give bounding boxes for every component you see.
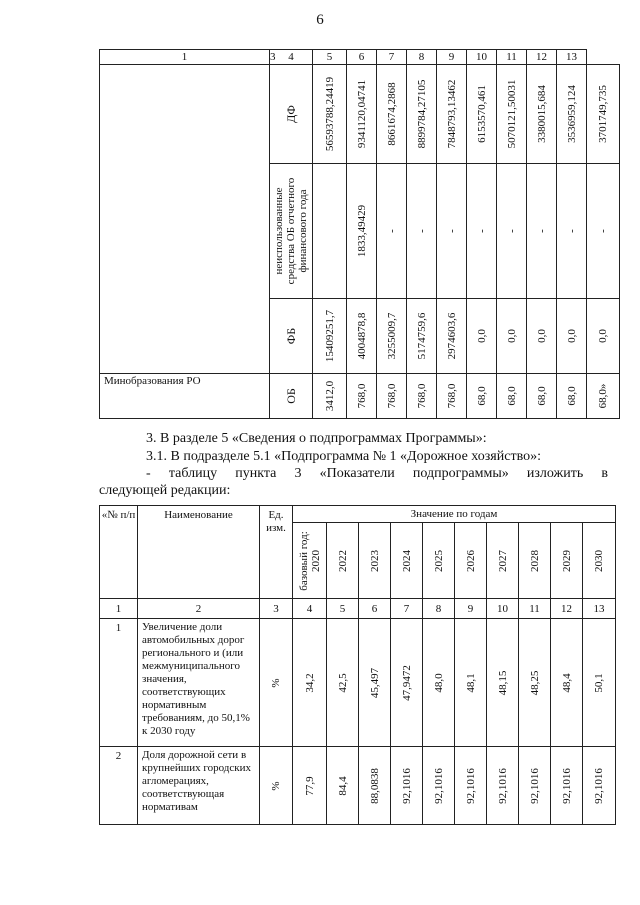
unused-value: -: [415, 229, 428, 233]
row-label-df: ДФ: [270, 65, 313, 164]
indicator-value: 50,1: [593, 672, 605, 693]
ob-value: 768,0: [415, 383, 428, 409]
ob-value: 3412,0: [323, 380, 336, 412]
fb-value: 0,0: [565, 329, 578, 343]
df-value: 8899784,27105: [415, 79, 428, 149]
unused-value: 1833,49429: [355, 204, 368, 258]
ob-value: 768,0: [445, 383, 458, 409]
fb-value: 0,0: [535, 329, 548, 343]
df-value: 3536959,124: [565, 85, 578, 143]
indicator-value: 48,1: [464, 672, 477, 693]
col-num: 10: [487, 599, 519, 619]
row-num: 1: [100, 619, 138, 747]
col-num: 2: [138, 599, 260, 619]
year-header: 2022: [336, 549, 349, 572]
indicator-value: 34,2: [303, 672, 316, 693]
header-cell: 9: [437, 50, 467, 65]
fb-value: 5174759,6: [415, 312, 428, 360]
year-header: 2024: [400, 549, 413, 572]
indicators-table: [99, 505, 616, 825]
unit: %: [270, 677, 282, 688]
year-header: базовый год: 2020: [297, 530, 322, 591]
fb-value: 4004878,8: [355, 312, 368, 360]
ob-value: 68,0: [565, 386, 578, 406]
unused-value: -: [565, 229, 578, 233]
header-cell: 12: [527, 50, 557, 65]
indicator-value: 84,4: [336, 775, 349, 796]
header-cell: 5: [313, 50, 347, 65]
indicator-value: 42,5: [336, 672, 349, 693]
year-header: 2029: [560, 549, 573, 572]
unused-value: -: [445, 229, 458, 233]
indicator-name: Доля дорожной сети в крупнейших городских агломерациях, соответствующая нормативам: [138, 747, 260, 825]
indicator-value: 88,0838: [368, 767, 381, 804]
col-num: 3: [260, 599, 293, 619]
unit: %: [270, 780, 282, 791]
header-cell: 10: [467, 50, 497, 65]
indicator-value: 92,1016: [464, 767, 477, 804]
fb-value: 0,0: [475, 329, 488, 343]
col-num: 11: [519, 599, 551, 619]
indicator-value: 45,497: [368, 667, 381, 698]
col-num: 6: [359, 599, 391, 619]
header-cell: 8: [407, 50, 437, 65]
header-cell: 1: [100, 50, 270, 65]
ob-value: 68,0: [475, 386, 488, 406]
indicator-value: 92,1016: [528, 767, 541, 804]
fb-value: 0,0: [597, 329, 609, 343]
df-value: 6153570,461: [475, 85, 488, 143]
paragraph-line: - таблицу пункта 3 «Показатели подпрограммы» изложить в: [146, 466, 608, 481]
fb-value: 3255009,7: [385, 312, 398, 360]
col-header-num: «№ п/п: [100, 506, 138, 599]
row-label-fb: ФБ: [270, 299, 313, 374]
year-header: 2030: [593, 549, 605, 572]
indicator-name: Увеличение доли автомобильных дорог регионального и (или межмуниципального значения, соответствующих нормативным требованиям, до 50,1% к 2030 году: [138, 619, 260, 747]
col-header-name: Наименование: [138, 506, 260, 599]
indicator-value: 47,9472: [400, 664, 413, 701]
col-header-unit: Ед. изм.: [260, 506, 293, 599]
header-cell: 4: [270, 50, 313, 65]
df-value: 56593788,24419: [323, 76, 336, 152]
col-num: 13: [583, 599, 616, 619]
indicator-value: 92,1016: [496, 767, 509, 804]
indicator-value: 92,1016: [593, 767, 605, 804]
year-header: 2023: [368, 549, 381, 572]
header-cell: 7: [377, 50, 407, 65]
row-label-ob: ОБ: [270, 374, 313, 419]
paragraph-line: следующей редакции:: [99, 483, 231, 498]
ob-value: 68,0: [535, 386, 548, 406]
header-cell: 6: [347, 50, 377, 65]
col-num: 1: [100, 599, 138, 619]
ob-value: 68,0: [505, 386, 518, 406]
indicator-value: 92,1016: [560, 767, 573, 804]
df-value: 3380015,684: [535, 85, 548, 143]
row-label-unused-funds: неиспользованные средства ОБ отчетного финансового года: [270, 164, 313, 299]
indicator-value: 48,4: [560, 672, 573, 693]
indicator-value: 48,15: [496, 670, 509, 695]
indicator-value: 77,9: [303, 775, 316, 796]
funding-table-body: [99, 64, 620, 419]
unused-value: -: [597, 229, 609, 233]
indicator-value: 48,0: [432, 672, 445, 693]
year-header: 2026: [464, 549, 477, 572]
col-num: 5: [327, 599, 359, 619]
fb-value: 15409251,7: [323, 309, 336, 363]
col-num: 9: [455, 599, 487, 619]
indicator-value: 92,1016: [432, 767, 445, 804]
year-header: 2025: [432, 549, 445, 572]
unused-value: -: [505, 229, 518, 233]
df-value: 5070121,50031: [505, 79, 518, 149]
col-num: 8: [423, 599, 455, 619]
col-num: 4: [293, 599, 327, 619]
indicator-value: 48,25: [528, 670, 541, 695]
ob-value: 768,0: [355, 383, 368, 409]
col-header-values: Значение по годам: [293, 506, 616, 523]
ob-value: 68,0»: [597, 383, 609, 409]
header-cell: 11: [497, 50, 527, 65]
fb-value: 2974603,6: [445, 312, 458, 360]
indicator-value: 92,1016: [400, 767, 413, 804]
fb-value: 0,0: [505, 329, 518, 343]
df-value: 7848793,13462: [445, 79, 458, 149]
row-num: 2: [100, 747, 138, 825]
unused-value: -: [475, 229, 488, 233]
df-value: 8661674,2868: [385, 82, 398, 146]
paragraph-line: 3.1. В подразделе 5.1 «Подпрограмма № 1 «Дорожное хозяйство»:: [146, 449, 541, 464]
page-number: 6: [316, 12, 324, 28]
df-value: 3701749,735: [597, 85, 609, 143]
paragraph-line: 3. В разделе 5 «Сведения о подпрограммах Программы»:: [146, 431, 487, 446]
unused-value: -: [535, 229, 548, 233]
df-value: 9341120,04741: [355, 79, 368, 149]
funding-table: 1 3 4 5 6 7 8 9 10 11 12 13: [99, 49, 620, 65]
year-header: 2027: [496, 549, 509, 572]
col-num: 12: [551, 599, 583, 619]
ob-value: 768,0: [385, 383, 398, 409]
header-cell: 13: [557, 50, 587, 65]
org-name: Минобразования РО: [100, 374, 270, 419]
year-header: 2028: [528, 549, 541, 572]
unused-value: -: [385, 229, 398, 233]
col-num: 7: [391, 599, 423, 619]
